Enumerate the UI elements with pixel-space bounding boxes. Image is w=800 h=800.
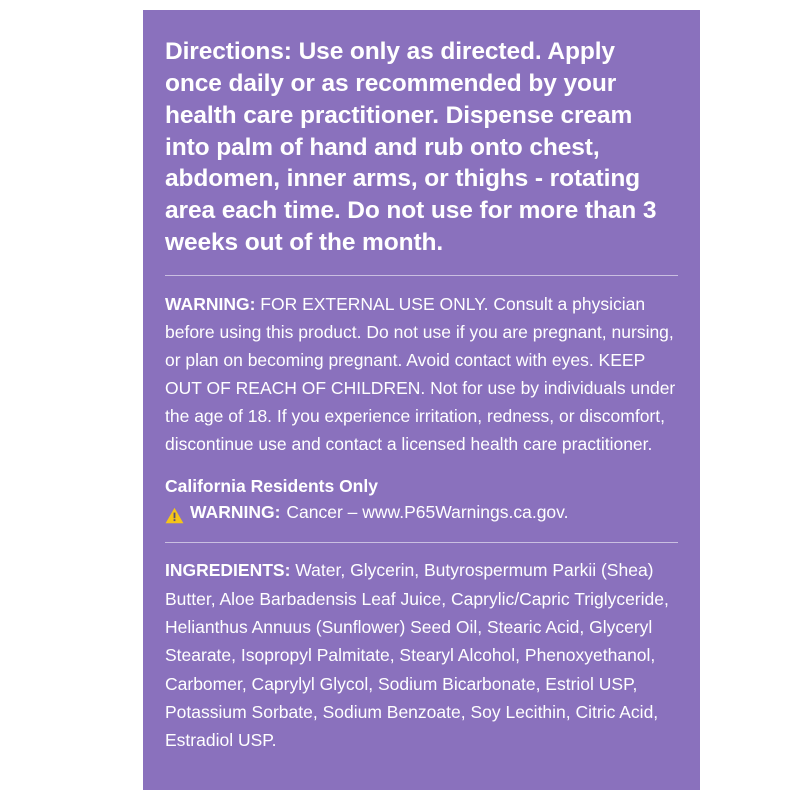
warning-body: FOR EXTERNAL USE ONLY. Consult a physician before using this product. Do not use if you are pregnant, nursing, or plan on becoming pregnant. Avoid contact with eyes. KEEP OUT OF REACH OF CHILDREN. Not for use by individuals under the age of 18. If you experience irritation, redness, or discomfort, discontinue use and contact a licensed health care practitioner. — [165, 293, 676, 454]
directions-text: Directions: Use only as directed. Apply once daily or as recommended by your health care practitioner. Dispense cream into palm of hand and rub onto chest, abdomen, inner arms, or thighs - rotating area each time. Do not use for more than 3 weeks out of the month. — [165, 38, 657, 257]
warning-paragraph — [165, 290, 678, 458]
divider-bottom — [165, 542, 678, 543]
warning-triangle-icon — [165, 505, 184, 522]
warning-label: WARNING: — [165, 293, 256, 314]
california-warning-line — [165, 499, 678, 525]
ingredients-paragraph — [165, 556, 678, 754]
california-warning-text: Cancer – www.P65Warnings.ca.gov. — [286, 501, 569, 522]
ingredients-body: Water, Glycerin, Butyrospermum Parkii (Shea) Butter, Aloe Barbadensis Leaf Juice, Caprylic/Capric Triglyceride, Helianthus Annuus (Sunflower) Seed Oil, Stearic Acid, Glyceryl Stearate, Isopropyl Palmitate, Stearyl Alcohol, Phenoxyethanol, Carbomer, Caprylyl Glycol, Sodium Bicarbonate, Estriol USP, Potassium Sorbate, Sodium Benzoate, Soy Lecithin, Citric Acid, Estradiol USP. — [165, 560, 669, 751]
california-warning-label: WARNING: — [190, 501, 281, 522]
product-label-panel — [143, 10, 700, 790]
california-heading: California Residents Only — [165, 475, 378, 496]
ingredients-label: INGREDIENTS: — [165, 560, 291, 581]
divider-top — [165, 275, 678, 276]
